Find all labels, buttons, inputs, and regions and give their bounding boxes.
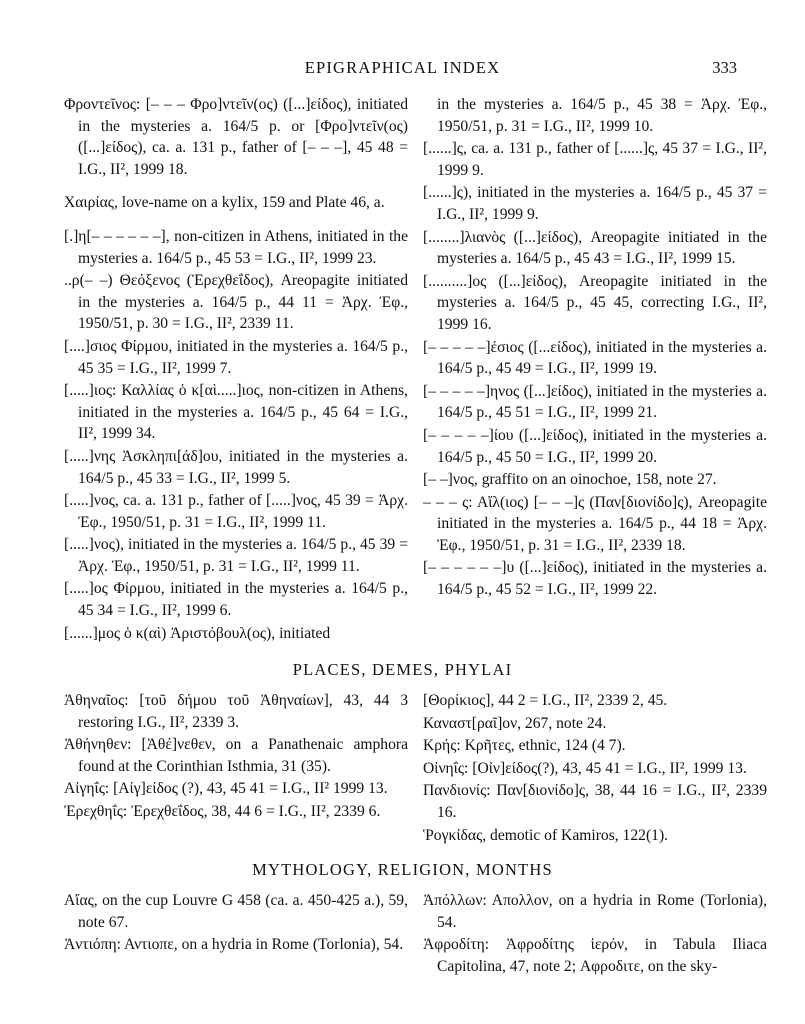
index-entry: [– –]νος, graffito on an oinochoe, 158, note 27. — [423, 471, 717, 489]
index-entry: Πανδιονίς: Παν[διονίδο]ς, 38, 44 16 = I.G., II², 2339 16. — [423, 782, 767, 821]
page-number: 333 — [712, 58, 737, 77]
index-entry: Φροντεῖνος: [– – – Φρο]ντεῖν(ος) ([...]είδος), initiated in the mysteries a. 164/5 p. or [Φρο]ντεῖν(ος) ([...]είδος), ca. a. 131 p., father of [– – –], 45 48 = I.G., II², 1999 18. — [64, 96, 408, 178]
index-entry: – – – ς: Αἴλ(ιος) [– – –]ς (Παν[διονίδο]ς), Areopagite initiated in the mysteries a. 164/5 p., 44 18 = Ἀρχ. Ἐφ., 1950/51, p. 31 = I.G., II², 2339 18. — [423, 493, 767, 554]
index-entry: [......]μος ὁ κ(αὶ) Ἀριστόβουλ(ος), initiated — [64, 624, 331, 642]
index-entry: Οἰνηΐς: [Οἰν]είδος(?), 43, 45 41 = I.G., II², 1999 13. — [423, 759, 747, 777]
section-heading-places: PLACES, DEMES, PHYLAI — [292, 660, 513, 679]
index-entry: [.....]νος, ca. a. 131 p., father of [.....]νος, 45 39 = Ἀρχ. Ἐφ., 1950/51, p. 31 = I.G., II², 1999 11. — [64, 492, 408, 531]
places-left-column — [64, 690, 408, 824]
index-left-column — [64, 94, 408, 645]
index-entry: [– – – – –]ίου ([...]είδος), initiated in the mysteries a. 164/5 p., 45 50 = I.G., II², 1999 20. — [423, 426, 767, 466]
index-entry: Ῥογκίδας, demotic of Kamiros, 122(1). — [423, 826, 669, 844]
index-entry: [......]ς, ca. a. 131 p., father of [......]ς, 45 37 = I.G., II², 1999 9. — [423, 140, 767, 179]
index-entry: [.....]ιος: Καλλίας ὁ κ[αὶ.....]ιος, non-citizen in Athens, initiated in the mysteries a. 164/5 p., 45 64 = I.G., II², 1999 34. — [64, 382, 408, 443]
index-entry: [........]λιανὸς ([...]είδος), Areopagite initiated in the mysteries a. 164/5 p., 45 43 = I.G., II², 1999 15. — [423, 228, 767, 268]
section-heading-mythology: MYTHOLOGY, RELIGION, MONTHS — [252, 860, 553, 879]
index-entry: [....]σιος Φίρμου, initiated in the mysteries a. 164/5 p., 45 35 = I.G., II², 1999 7. — [64, 337, 408, 377]
index-entry: Χαιρίας, love-name on a kylix, 159 and Plate 46, a. — [64, 194, 385, 212]
index-entry-continuation: in the mysteries a. 164/5 p., 45 38 = Ἀρχ. Ἐφ., 1950/51, p. 31 = I.G., II², 1999 10. — [437, 96, 767, 135]
index-entry: Ἀπόλλων: Απολλον, on a hydria in Rome (Torlonia), 54. — [423, 892, 767, 931]
index-entry: Ἐρεχθηΐς: Ἐρεχθεΐδος, 38, 44 6 = I.G., II², 2339 6. — [64, 802, 381, 820]
index-entry: [.]η[– – – – – –], non-citizen in Athens, initiated in the mysteries a. 164/5 p., 45 53 = I.G., II², 1999 23. — [64, 227, 408, 267]
index-entry: [– – – – – –]υ ([...]είδος), initiated in the mysteries a. 164/5 p., 45 52 = I.G., II², 1999 22. — [423, 559, 767, 599]
index-entry: [– – – – –]έσιος ([...είδος), initiated in the mysteries a. 164/5 p., 45 49 = I.G., II², 1999 19. — [423, 338, 767, 378]
index-entry: Ἀθηναῖος: [τοῦ δήμου τοῦ Ἀθηναίων], 43, 44 3 restoring I.G., II², 2339 3. — [64, 692, 408, 731]
index-entry: ..ρ(– –) Θεόξενος (Ἐρεχθεΐδος), Areopagite initiated in the mysteries a. 164/5 p., 44 11 = Ἀρχ. Ἐφ., 1950/51, p. 30 = I.G., II², 2339 11. — [64, 272, 408, 333]
index-entry: [..........]ος ([...]είδος), Areopagite initiated in the mysteries a. 164/5 p., 45 45, correcting I.G., II², 1999 16. — [423, 272, 767, 333]
index-entry: Καναστ[ραῖ]ον, 267, note 24. — [423, 714, 607, 732]
index-entry: [......]ς), initiated in the mysteries a. 164/5 p., 45 37 = I.G., II², 1999 9. — [423, 184, 767, 223]
mythology-left-column — [64, 890, 408, 957]
index-entry: [.....]νος), initiated in the mysteries a. 164/5 p., 45 39 = Ἀρχ. Ἐφ., 1950/51, p. 31 = I.G., II², 1999 11. — [64, 536, 408, 575]
index-entry: Κρής: Κρῆτες, ethnic, 124 (4 7). — [423, 737, 626, 755]
index-entry: [– – – – –]ηνος ([...]είδος), initiated in the mysteries a. 164/5 p., 45 51 = I.G., II², 1999 21. — [423, 382, 767, 422]
mythology-right-column — [423, 890, 767, 978]
index-entry: Αἰγηΐς: [Αἰγ]είδος (?), 43, 45 41 = I.G., II² 1999 13. — [64, 780, 388, 798]
places-right-column — [423, 690, 767, 847]
index-entry: [Θορίκιος], 44 2 = I.G., II², 2339 2, 45. — [423, 692, 668, 709]
running-title: EPIGRAPHICAL INDEX — [304, 58, 501, 77]
index-entry: Ἀθήνηθεν: [Ἀθέ]νεθεν, on a Panathenaic amphora found at the Corinthian Isthmia, 31 (35). — [64, 736, 408, 775]
index-entry: Αἴας, on the cup Louvre G 458 (ca. a. 450-425 a.), 59, note 67. — [64, 892, 408, 931]
index-entry: [.....]ος Φίρμου, initiated in the mysteries a. 164/5 p., 45 34 = I.G., II², 1999 6. — [64, 580, 408, 620]
index-entry: Ἀφροδίτη: Ἀφροδίτης ἱερόν, in Tabula Iliaca Capitolina, 47, note 2; Αφροδιτε, on the sky- — [423, 936, 767, 975]
index-right-column — [423, 94, 767, 602]
index-entry: [.....]νης Ἀσκληπι[άδ]ου, initiated in the mysteries a. 164/5 p., 45 33 = I.G., II², 1999 5. — [64, 447, 408, 487]
index-entry: Ἀντιόπη: Αντιοπε, on a hydria in Rome (Torlonia), 54. — [64, 936, 404, 954]
